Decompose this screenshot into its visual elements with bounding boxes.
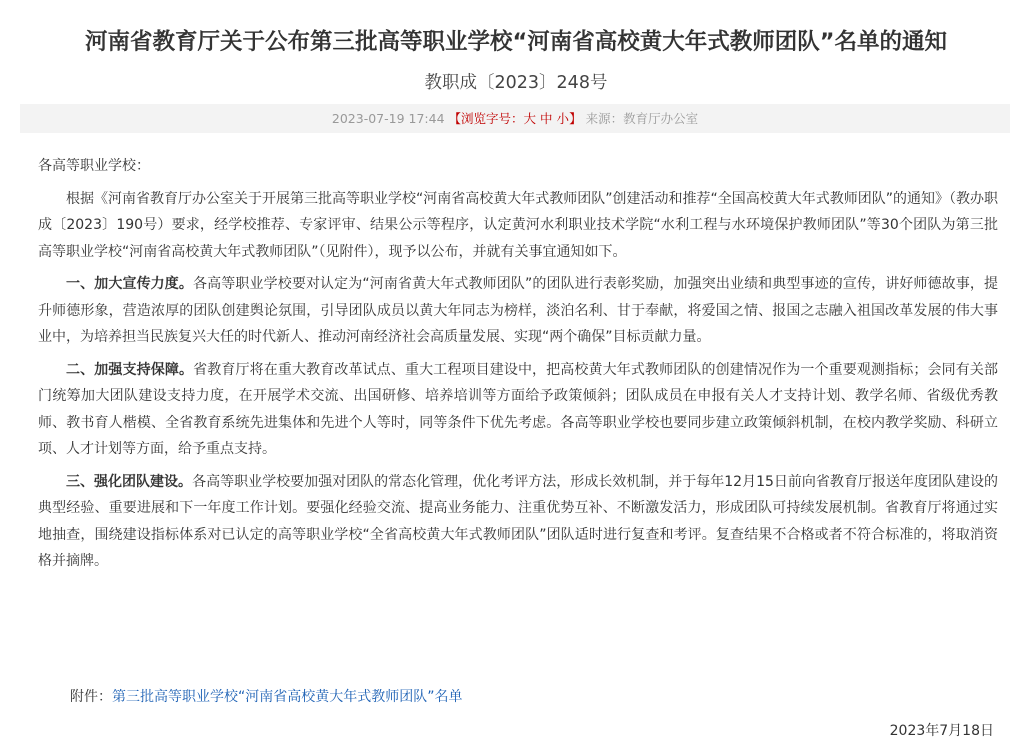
font-size-small-button[interactable]: 小 — [556, 111, 570, 126]
section-3-text: 各高等职业学校要加强对团队的常态化管理，优化考评方法，形成长效机制，并于每年12月15日前向省教育厅报送年度团队建设的典型经验、重要进展和下一年度工作计划。要强化经验交流、提高业务能力、注重优势互补、不断激发活力，形成团队可持续发展机制。省教育厅将通过实地抽查，围绕建设指标体系对已认定的高等职业学校“全省高校黄大年式教师团队”团队适时进行复查和考评。复查结果不合格或者不符合标准的，将取消资格并摘牌。 — [38, 473, 998, 569]
font-size-medium-button[interactable]: 中 — [540, 111, 553, 126]
section-1-heading: 一、加大宣传力度。 — [66, 276, 194, 292]
section-3-heading: 三、强化团队建设。 — [66, 473, 193, 490]
section-2-paragraph — [38, 357, 998, 463]
article-title: 河南省教育厅关于公布第三批高等职业学校“河南省高校黄大年式教师团队”名单的通知 — [84, 29, 948, 55]
section-3-paragraph — [38, 469, 998, 575]
font-size-close: 】 — [569, 111, 582, 126]
document-number: 教职成〔2023〕248号 — [424, 73, 608, 93]
attachment-label: 附件： — [70, 689, 112, 705]
signature-date: 2023年7月18日 — [889, 723, 994, 739]
font-size-control — [449, 111, 582, 126]
article-body — [38, 153, 998, 581]
font-size-large-button[interactable]: 大 — [523, 111, 537, 126]
font-size-label: 【浏览字号： — [448, 111, 524, 126]
section-2-heading: 二、加强支持保障。 — [66, 361, 194, 378]
article-meta-bar — [20, 104, 1010, 133]
attachment-link[interactable]: 第三批高等职业学校“河南省高校黄大年式教师团队”名单 — [112, 689, 463, 705]
section-2-text: 省教育厅将在重大教育改革试点、重大工程项目建设中，把高校黄大年式教师团队的创建情况作为一个重要观测指标；会同有关部门统筹加大团队建设支持力度，在开展学术交流、出国研修、培养培训等方面给予政策倾斜；团队成员在申报有关人才支持计划、教学名师、省级优秀教师、教书育人楷模、全省教育系统先进集体和先进个人等时，同等条件下优先考虑。各高等职业学校也要同步建立政策倾斜机制，在校内教学奖励、科研立项、人才计划等方面，给予重点支持。 — [38, 361, 998, 457]
salutation: 各高等职业学校： — [38, 158, 150, 174]
attachment-line — [70, 684, 463, 710]
article-source: 来源：教育厅办公室 — [585, 111, 699, 126]
publish-datetime: 2023-07-19 17:44 — [331, 111, 445, 126]
section-1-paragraph — [38, 271, 998, 351]
intro-paragraph: 根据《河南省教育厅办公室关于开展第三批高等职业学校“河南省高校黄大年式教师团队”创建活动和推荐“全国高校黄大年式教师团队”的通知》（教办职成〔2023〕190号）要求，经学校推荐、专家评审、结果公示等程序，认定黄河水利职业技术学院“水利工程与水环境保护教师团队”等30个团队为第三批高等职业学校“河南省高校黄大年式教师团队”（见附件），现予以公布，并就有关事宜通知如下。 — [38, 190, 999, 260]
section-1-text: 各高等职业学校要对认定为“河南省黄大年式教师团队”的团队进行表彰奖励，加强突出业绩和典型事迹的宣传，讲好师德故事，提升师德形象，营造浓厚的团队创建舆论氛围，引导团队成员以黄大年同志为榜样，淡泊名利、甘于奉献，将爱国之情、报国之志融入祖国改革发展的伟大事业中，为培养担当民族复兴大任的时代新人、推动河南经济社会高质量发展、实现“两个确保”目标贡献力量。 — [38, 276, 998, 345]
